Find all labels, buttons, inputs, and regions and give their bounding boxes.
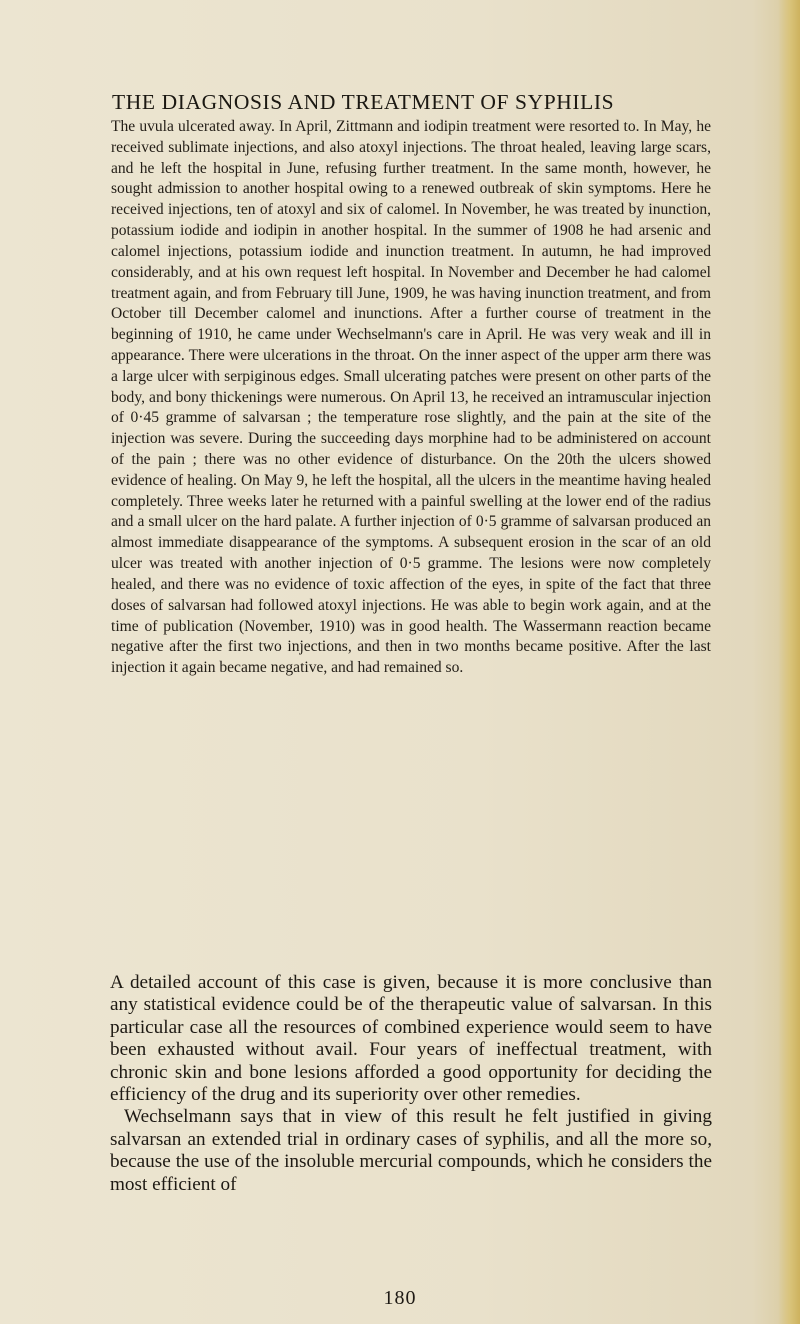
case-report-paragraph: The uvula ulcerated away. In April, Zittmann and iodipin treatment were resorted to. In May, he received sublimate injections, and also atoxyl injections. The throat healed, leaving large scars, and he left the hospital in June, refusing further treatment. In the same month, however, he sought admission to another hospital owing to a renewed outbreak of skin symptoms. Here he received injections, ten of atoxyl and six of calomel. In November, he was treated by inunction, potassium iodide and iodipin in another hospital. In the summer of 1908 he had arsenic and calomel injections, potassium iodide and inunction treatment. In autumn, he had improved considerably, and at his own request left hospital. In November and December he had calomel treatment again, and from February till June, 1909, he was having inunction treatment, and from October till December calomel and inunctions. After a further course of treatment in the beginning of 1910, he came under Wechselmann's care in April. He was very weak and ill in appearance. There were ulcerations in the throat. On the inner aspect of the upper arm there was a large ulcer with serpiginous edges. Small ulcerating patches were present on other parts of the body, and bony thickenings were numerous. On April 13, he received an intramuscular injection of 0·45 gramme of salvarsan ; the temperature rose slightly, and the pain at the site of the injection was severe. During the succeeding days morphine had to be administered on account of the pain ; there was no other evidence of disturbance. On the 20th the ulcers showed evidence of healing. On May 9, he left the hospital, all the ulcers in the meantime having healed completely. Three weeks later he returned with a painful swelling at the lower end of the radius and a small ulcer on the hard palate. A further injection of 0·5 gramme of salvarsan produced an almost immediate disappearance of the symptoms. A subsequent erosion in the scar of an old ulcer was treated with another injection of 0·5 gramme. The lesions were now completely healed, and there was no evidence of toxic affection of the eyes, in spite of the fact that three doses of salvarsan had followed atoxyl injections. He was able to begin work again, and at the time of publication (November, 1910) was in good health. The Wassermann reaction became negative after the first two injections, and then in two months became positive. After the last injection it again became negative, and had remained so. bbox=[111, 118, 711, 677]
main-body-text bbox=[110, 972, 712, 1196]
running-header: THE DIAGNOSIS AND TREATMENT OF SYPHILIS bbox=[112, 90, 615, 114]
case-report-text bbox=[111, 117, 711, 679]
body-paragraph-1: A detailed account of this case is given, because it is more conclusive than any statistical evidence could be of the therapeutic value of salvarsan. In this particular case all the resources of combined experience would seem to have been exhausted without avail. Four years of ineffectual treatment, with chronic skin and bone lesions afforded a good opportunity for deciding the efficiency of the drug and its superiority over other remedies. bbox=[110, 972, 712, 1106]
page-edge-shadow bbox=[778, 0, 800, 1324]
body-paragraph-2: Wechselmann says that in view of this result he felt justified in giving salvarsan an extended trial in ordinary cases of syphilis, and all the more so, because the use of the insoluble mercurial compounds, which he considers the most efficient of bbox=[110, 1106, 712, 1195]
page-number: 180 bbox=[383, 1287, 417, 1309]
